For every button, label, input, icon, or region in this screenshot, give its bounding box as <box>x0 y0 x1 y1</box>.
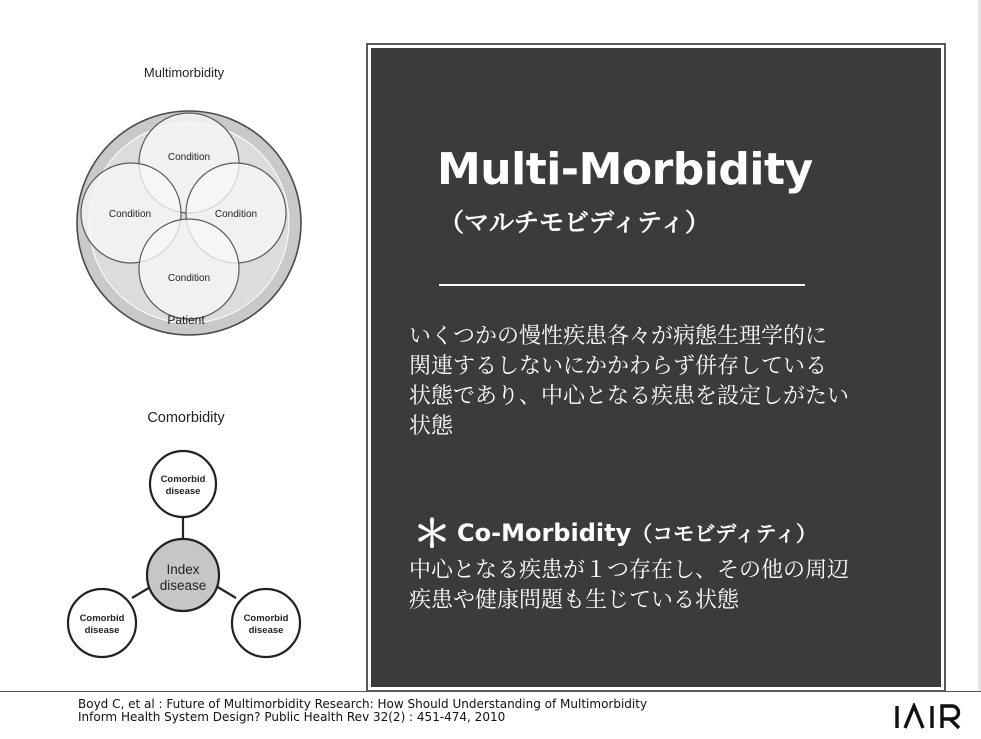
citation-line: Inform Health System Design? Public Health Rev 32(2) : 451-474, 2010 <box>78 710 506 724</box>
index-disease-line1: Index <box>166 562 200 577</box>
description-line: いくつかの慢性疾患各々が病態生理学的に <box>409 324 828 349</box>
panel-subtitle: （マルチモビディティ） <box>439 208 711 237</box>
panel-title: Multi-Morbidity <box>437 144 813 195</box>
comorbidity-heading-text: Co-Morbidity <box>457 519 632 547</box>
citation <box>78 698 647 724</box>
condition-label-left: Condition <box>108 209 152 220</box>
iair-logo <box>892 703 972 731</box>
panel-divider <box>439 284 805 286</box>
description-line: 状態であり、中心となる疾患を設定しがたい <box>409 384 850 409</box>
description-line: 関連するしないにかかわらず併存している <box>409 354 828 379</box>
comorbid-top-line2: disease <box>165 486 201 497</box>
comorbid-top-line1: Comorbid <box>160 474 206 485</box>
asterisk-icon: ＊ <box>413 512 452 556</box>
condition-circle-bottom <box>139 219 239 319</box>
comorbidity-heading-reading: （コモビディティ） <box>631 522 817 546</box>
comorbid-right-line2: disease <box>248 625 284 636</box>
index-disease-line2: disease <box>159 578 207 593</box>
patient-label: Patient <box>167 313 205 327</box>
comorbid-right-line1: Comorbid <box>243 613 289 624</box>
condition-label-top: Condition <box>167 152 211 163</box>
definition-panel <box>368 45 944 690</box>
multimorbidity-title: Multimorbidity <box>143 65 225 80</box>
description-line: 状態 <box>409 414 454 439</box>
comorbidity-line: 疾患や健康問題も生じている状態 <box>409 588 740 613</box>
citation-line: Boyd C, et al : Future of Multimorbidity Research: How Should Understanding of Multimorbidity <box>78 697 648 711</box>
comorbid-left-line1: Comorbid <box>79 613 125 624</box>
comorbidity-title: Comorbidity <box>147 410 225 426</box>
condition-label-bottom: Condition <box>167 273 211 284</box>
diagrams-column <box>0 0 370 690</box>
diagrams-svg <box>0 0 370 690</box>
multimorbidity-description <box>409 322 919 442</box>
comorbid-left-line2: disease <box>84 625 120 636</box>
comorbidity-heading <box>413 497 817 556</box>
comorbidity-description <box>409 556 919 616</box>
condition-label-right: Condition <box>214 209 258 220</box>
comorbidity-line: 中心となる疾患が１つ存在し、その他の周辺 <box>409 558 850 583</box>
connector-right <box>216 586 236 598</box>
footer-divider <box>0 691 981 692</box>
